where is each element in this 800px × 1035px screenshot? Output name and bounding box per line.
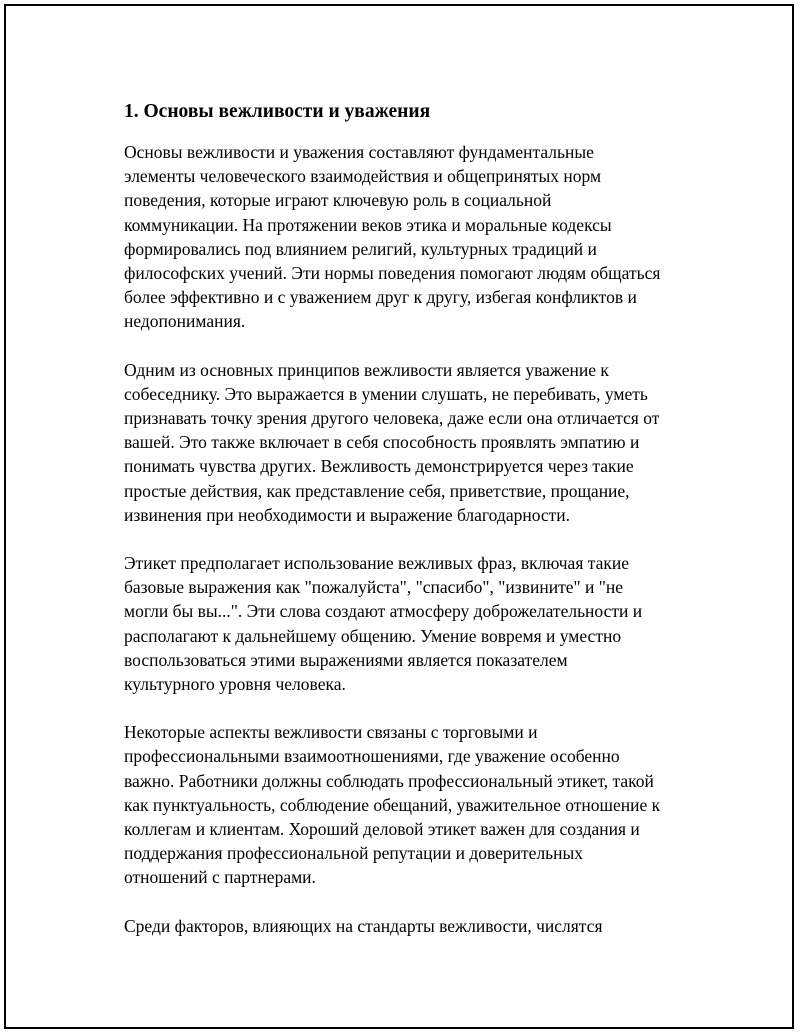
text-line: Одним из основных принципов вежливости является уважение к bbox=[124, 359, 609, 380]
text-line: формировались под влиянием религий, культурных традиций и bbox=[124, 238, 597, 259]
text-line: воспользоваться этими выражениями является показателем bbox=[124, 649, 568, 670]
page-frame bbox=[4, 4, 794, 1029]
text-line: профессиональными взаимоотношениями, где уважение особенно bbox=[124, 746, 620, 767]
text-line: поддержания профессиональной репутации и доверительных bbox=[124, 843, 584, 864]
text-line: элементы человеческого взаимодействия и общепринятых норм bbox=[124, 166, 602, 187]
text-line: Среди факторов, влияющих на стандарты вежливости, числятся bbox=[124, 915, 603, 936]
document-body bbox=[124, 99, 699, 962]
text-line: поведения, которые играют ключевую роль в социальной bbox=[124, 190, 552, 211]
text-line: более эффективно и с уважением друг к другу, избегая конфликтов и bbox=[124, 287, 637, 308]
text-line: недопонимания. bbox=[124, 311, 246, 332]
paragraph bbox=[124, 720, 699, 889]
text-line: собеседнику. Это выражается в умении слушать, не перебивать, уметь bbox=[124, 383, 648, 404]
text-line: коллегам и клиентам. Хороший деловой этикет важен для создания и bbox=[124, 819, 640, 840]
text-line: Основы вежливости и уважения составляют фундаментальные bbox=[124, 142, 594, 162]
text-line: понимать чувства других. Вежливость демонстрируется через такие bbox=[124, 456, 634, 477]
paragraph bbox=[124, 551, 699, 696]
text-line: Некоторые аспекты вежливости связаны с торговыми и bbox=[124, 722, 538, 743]
text-line: признавать точку зрения другого человека, даже если она отличается от bbox=[124, 408, 660, 429]
text-line: базовые выражения как "пожалуйста", "спасибо", "извините" и "не bbox=[124, 577, 624, 598]
text-line: простые действия, как представление себя, приветствие, прощание, bbox=[124, 480, 630, 501]
text-line: могли бы вы...". Эти слова создают атмосферу доброжелательности и bbox=[124, 601, 643, 622]
paragraph bbox=[124, 914, 699, 938]
paragraph bbox=[124, 140, 699, 334]
text-line: философских учений. Эти нормы поведения помогают людям общаться bbox=[124, 263, 661, 284]
section-heading: 1. Основы вежливости и уважения bbox=[124, 101, 431, 122]
paragraph bbox=[124, 358, 699, 527]
text-line: извинения при необходимости и выражение благодарности. bbox=[124, 504, 571, 525]
text-line: отношений с партнерами. bbox=[124, 867, 316, 888]
text-line: располагают к дальнейшему общению. Умение вовремя и уместно bbox=[124, 625, 622, 646]
text-line: культурного уровня человека. bbox=[124, 674, 346, 695]
text-line: важно. Работники должны соблюдать профессиональный этикет, такой bbox=[124, 770, 654, 791]
text-line: вашей. Это также включает в себя способность проявлять эмпатию и bbox=[124, 432, 640, 453]
text-line: как пунктуальность, соблюдение обещаний, уважительное отношение к bbox=[124, 794, 661, 815]
text-line: Этикет предполагает использование вежливых фраз, включая такие bbox=[124, 553, 630, 574]
text-line: коммуникации. На протяжении веков этика и моральные кодексы bbox=[124, 214, 612, 235]
